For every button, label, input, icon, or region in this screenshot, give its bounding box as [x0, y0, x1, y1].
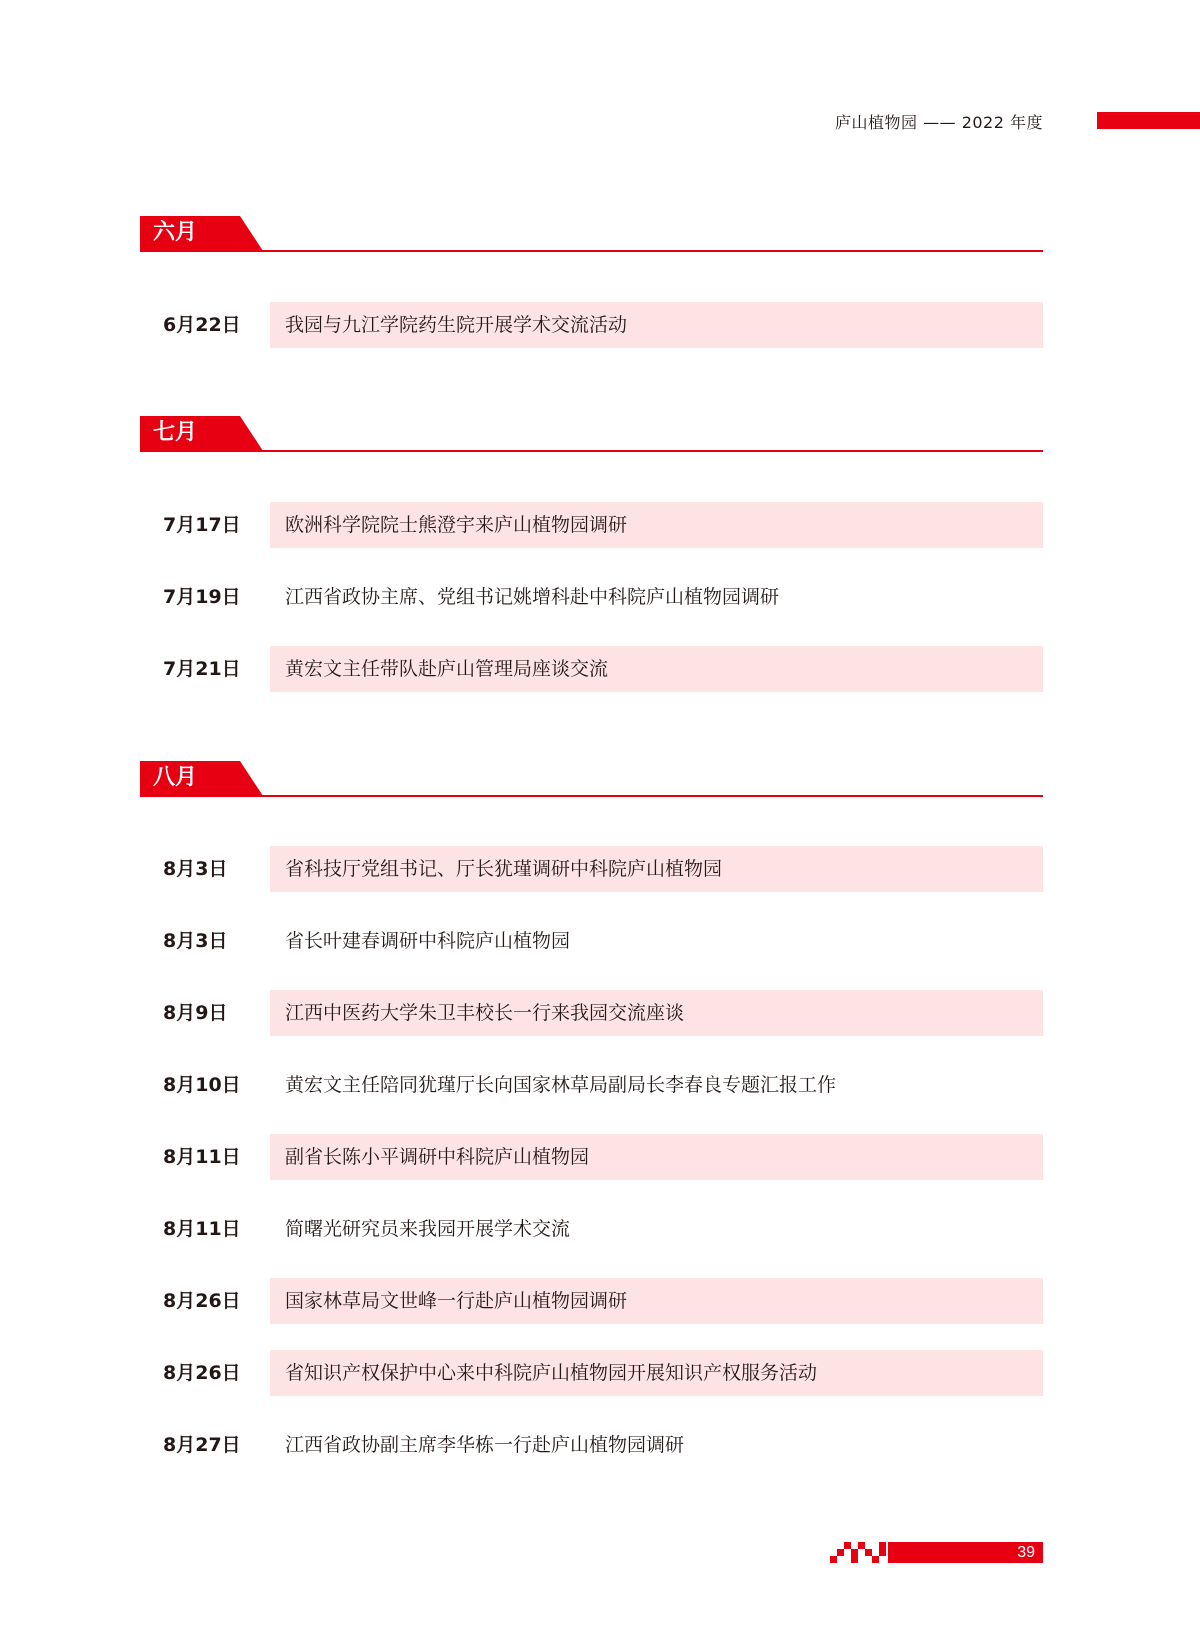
- month-label: 八月: [153, 765, 198, 790]
- event-date: 7月19日: [163, 586, 241, 608]
- page-footer: [830, 1542, 1043, 1563]
- event-title-box: [270, 1422, 1043, 1468]
- event-title-box: [270, 990, 1043, 1036]
- pixel-decoration: [879, 1542, 886, 1549]
- event-title: 省长叶建春调研中科院庐山植物园: [285, 930, 571, 952]
- header-title: 庐山植物园 —— 2022 年度: [835, 113, 1043, 132]
- event-title-box: [270, 574, 1043, 620]
- event-row: [140, 1350, 1043, 1396]
- event-title-box: [270, 1206, 1043, 1252]
- section-divider: [140, 795, 1043, 797]
- pixel-decoration: [872, 1556, 879, 1563]
- event-title: 简曙光研究员来我园开展学术交流: [285, 1218, 571, 1240]
- event-title: 黄宏文主任陪同犹瑾厅长向国家林草局副局长李春良专题汇报工作: [285, 1074, 837, 1096]
- event-title: 省知识产权保护中心来中科院庐山植物园开展知识产权服务活动: [285, 1362, 818, 1384]
- event-title: 江西省政协主席、党组书记姚增科赴中科院庐山植物园调研: [285, 586, 780, 608]
- event-row: [140, 1134, 1043, 1180]
- event-title: 黄宏文主任带队赴庐山管理局座谈交流: [285, 658, 609, 680]
- event-title-box: [270, 846, 1043, 892]
- section-header-june: [140, 216, 1043, 252]
- event-row: [140, 846, 1043, 892]
- event-date: 8月3日: [163, 858, 228, 880]
- event-row: [140, 502, 1043, 548]
- section-divider: [140, 250, 1043, 252]
- event-date: 8月27日: [163, 1434, 241, 1456]
- event-date: 8月26日: [163, 1290, 241, 1312]
- section-divider: [140, 450, 1043, 452]
- pixel-decoration: [830, 1556, 837, 1563]
- event-date: 8月11日: [163, 1218, 241, 1240]
- month-label: 六月: [153, 220, 198, 245]
- event-title-box: [270, 1350, 1043, 1396]
- event-title: 国家林草局文世峰一行赴庐山植物园调研: [285, 1290, 628, 1312]
- event-date: 7月21日: [163, 658, 241, 680]
- event-row: [140, 574, 1043, 620]
- event-row: [140, 1278, 1043, 1324]
- event-title-box: [270, 1062, 1043, 1108]
- event-date: 8月3日: [163, 930, 228, 952]
- event-title: 省科技厅党组书记、厅长犹瑾调研中科院庐山植物园: [285, 858, 723, 880]
- pixel-decoration: [858, 1542, 865, 1549]
- event-row: [140, 1422, 1043, 1468]
- event-title: 我园与九江学院药生院开展学术交流活动: [285, 314, 628, 336]
- event-title: 欧洲科学院院士熊澄宇来庐山植物园调研: [285, 514, 628, 536]
- month-label: 七月: [153, 420, 198, 445]
- event-title-box: [270, 918, 1043, 964]
- event-title: 江西中医药大学朱卫丰校长一行来我园交流座谈: [285, 1002, 685, 1024]
- event-row: [140, 918, 1043, 964]
- event-date: 8月11日: [163, 1146, 241, 1168]
- event-row: [140, 1206, 1043, 1252]
- event-title-box: [270, 1134, 1043, 1180]
- pixel-decoration: [851, 1549, 858, 1556]
- event-date: 8月9日: [163, 1002, 228, 1024]
- page-number: 39: [1017, 1544, 1035, 1561]
- event-title-box: [270, 502, 1043, 548]
- event-date: 8月26日: [163, 1362, 241, 1384]
- section-header-august: [140, 761, 1043, 797]
- event-title-box: [270, 646, 1043, 692]
- pixel-decoration: [865, 1549, 872, 1556]
- event-date: 8月10日: [163, 1074, 241, 1096]
- event-title: 副省长陈小平调研中科院庐山植物园: [285, 1146, 590, 1168]
- event-row: [140, 646, 1043, 692]
- event-row: [140, 990, 1043, 1036]
- event-row: [140, 1062, 1043, 1108]
- event-title: 江西省政协副主席李华栋一行赴庐山植物园调研: [285, 1434, 685, 1456]
- header-accent-bar: [1097, 112, 1200, 129]
- event-row: [140, 302, 1043, 348]
- pixel-decoration: [851, 1556, 858, 1563]
- pixel-decoration: [837, 1549, 844, 1556]
- event-title-box: [270, 302, 1043, 348]
- event-title-box: [270, 1278, 1043, 1324]
- pixel-decoration: [879, 1549, 886, 1556]
- section-header-july: [140, 416, 1043, 452]
- pixel-decoration: [844, 1542, 851, 1549]
- event-date: 6月22日: [163, 314, 241, 336]
- event-date: 7月17日: [163, 514, 241, 536]
